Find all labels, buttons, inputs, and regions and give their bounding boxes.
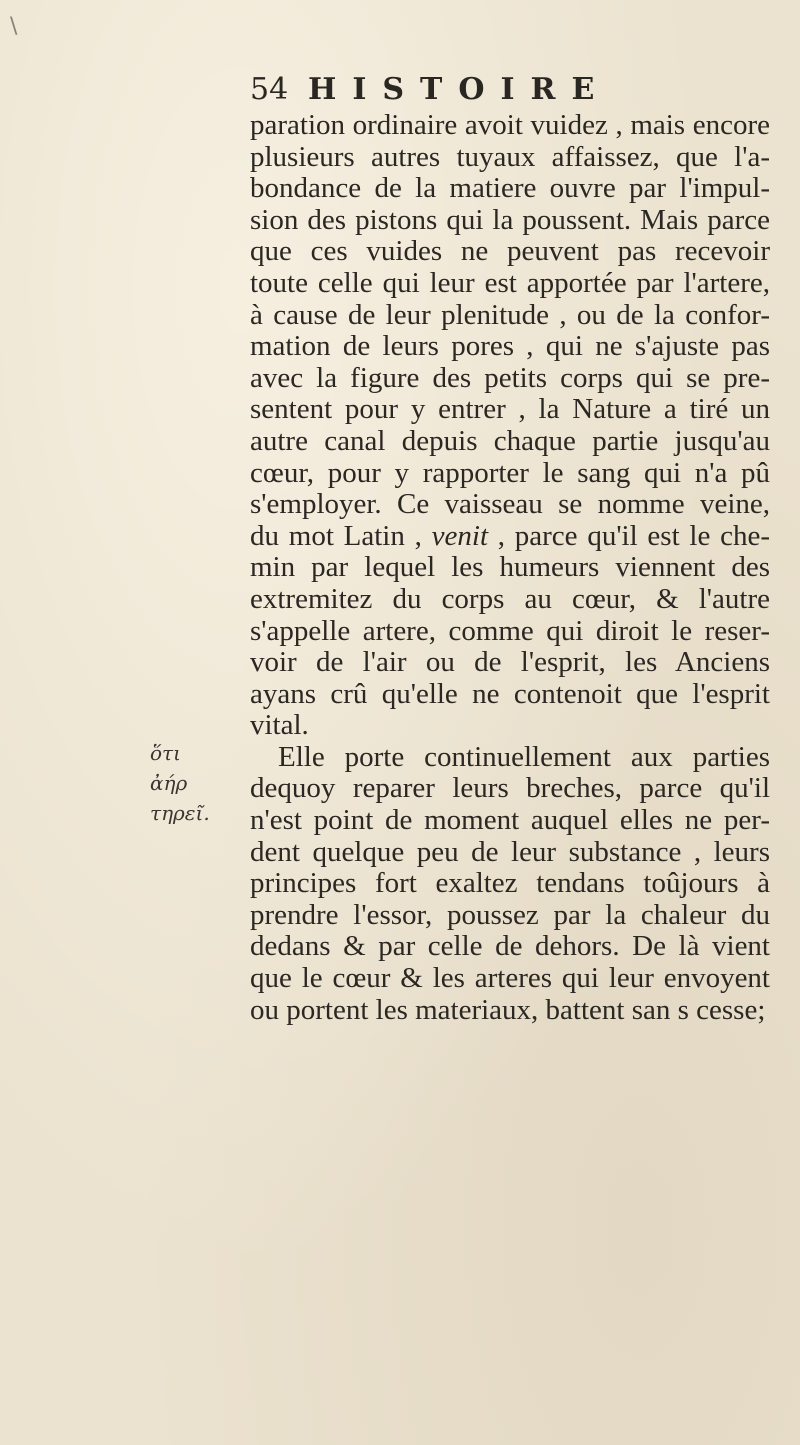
text-line: toute celle qui leur est apportée par l'artere, [250, 266, 770, 299]
text-line: bondance de la matiere ouvre par l'impul- [250, 172, 770, 205]
text-line: autre canal depuis chaque partie jusqu'au [250, 424, 770, 457]
text-line: Elle porte continuellement aux parties [278, 740, 770, 773]
text-line: du mot Latin , venit , parce qu'il est le che- [250, 519, 770, 552]
text-line: à cause de leur plenitude , ou de la confor- [250, 298, 770, 331]
page-header [250, 72, 750, 112]
text-line: ayans crû qu'elle ne contenoit que l'esprit [250, 677, 770, 710]
paper-mark: \ [10, 14, 18, 39]
latin-word: venit [431, 519, 488, 552]
margin-note [150, 738, 210, 828]
margin-note-line: ἀήρ [150, 771, 188, 795]
text-line: paration ordinaire avoit vuidez , mais encore [250, 109, 770, 141]
text-line: que ces vuides ne peuvent pas recevoir [250, 235, 770, 268]
text-line: voir de l'air ou de l'esprit, les Anciens [250, 646, 770, 679]
text-line: dent quelque peu de leur substance , leurs [250, 835, 770, 868]
text-line: vital. [250, 709, 309, 742]
text-line: sentent pour y entrer , la Nature a tiré un [250, 393, 770, 426]
text-line: principes fort exaltez tendans toûjours à [250, 867, 770, 900]
page-number: 54 [250, 72, 289, 107]
running-head: HISTOIRE [308, 72, 611, 107]
text-line: prendre l'essor, poussez par la chaleur du [250, 898, 770, 931]
text-line: avec la figure des petits corps qui se pre- [250, 361, 770, 394]
text-line: que le cœur & les arteres qui leur envoyent [250, 962, 770, 995]
text-line: ou portent les materiaux, battent san s cesse; [250, 993, 766, 1026]
text-line: extremitez du corps au cœur, & l'autre [250, 582, 770, 615]
text-line: min par lequel les humeurs viennent des [250, 551, 770, 584]
text-line: dequoy reparer leurs breches, parce qu'il [250, 772, 770, 805]
text-line: cœur, pour y rapporter le sang qui n'a pû [250, 456, 770, 489]
text-line: s'employer. Ce vaisseau se nomme veine, [250, 488, 770, 521]
body-text [250, 110, 770, 1026]
margin-note-line: τηρεῖ. [150, 801, 210, 825]
text-line: mation de leurs pores , qui ne s'ajuste pas [250, 330, 770, 363]
text-line: n'est point de moment auquel elles ne per- [250, 804, 770, 837]
text-line: sion des pistons qui la poussent. Mais parce [250, 203, 770, 236]
text-line: dedans & par celle de dehors. De là vient [250, 930, 770, 963]
text-line: plusieurs autres tuyaux affaissez, que l'a- [250, 140, 770, 173]
text-line: s'appelle artere, comme qui diroit le reser- [250, 614, 770, 647]
margin-note-line: ὅτι [150, 741, 181, 765]
